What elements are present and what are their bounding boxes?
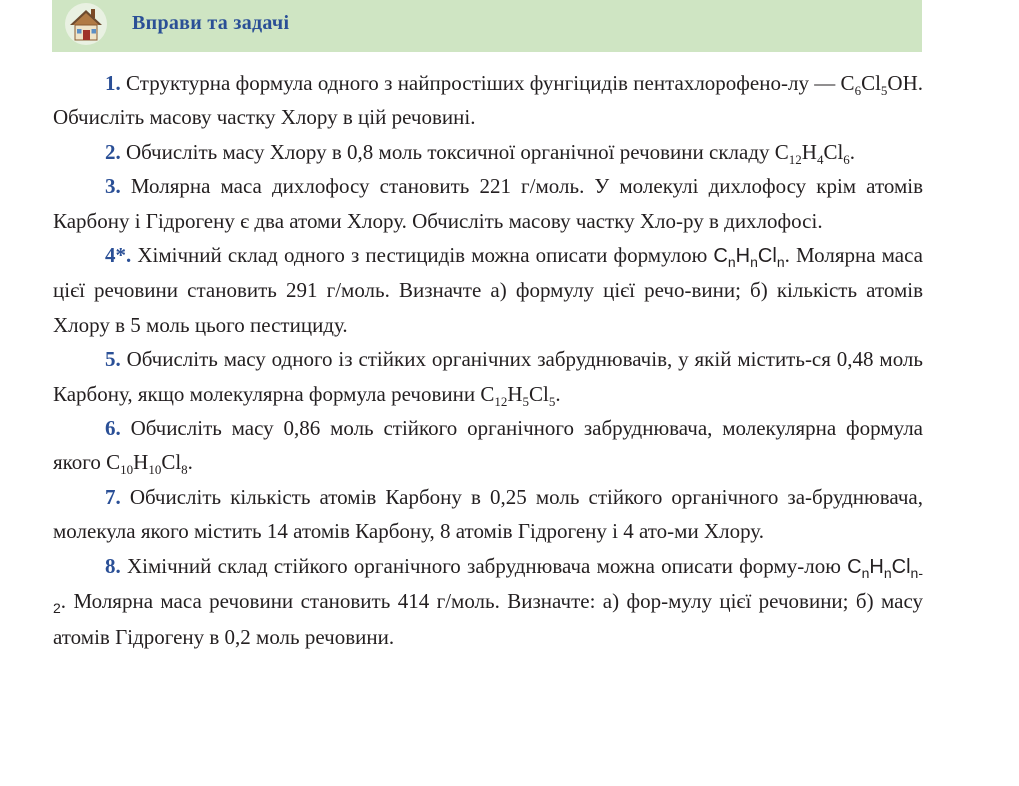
task-number: 7. [105,484,121,509]
task-number: 5. [105,347,121,372]
task-5: 5. Обчисліть масу одного із стійких органічних забруднювачів, у якій містить-ся 0,48 моль Карбону, якщо молекулярна формула речовини $C_{12}H_5Cl_5$. [53,347,923,409]
task-number: 3. [105,174,121,199]
task-7: 7. Обчисліть кількість атомів Карбону в 0,25 моль стійкого органічного за-бруднювача, молекула якого містить 14 атомів Карбону, 8 атомів Гідрогену і 4 ато-ми Хлору. [53,484,923,544]
task-list [53,66,923,654]
task-number: 4*. [105,243,132,268]
task-4: 4*. Хімічний склад одного з пестицидів можна описати формулою $C_nH_nCl_n$. Молярна маса цієї речовини становить 291 г/моль. Визначте а) формулу цієї речо-вини; б) кількість атомів Хлору в 5 моль цього пестициду. [53,243,923,337]
section-header [52,0,922,52]
task-8: 8. Хімічний склад стійкого органічного забруднювача можна описати форму-лою $C_nH_nCl_{n-2}$. Молярна маса речовини становить 414 г/моль. Визначте: а) фор-мулу цієї речовини; б) масу атомів Гідрогену в 0,2 моль речовини. [53,553,923,649]
task-number: 8. [105,553,121,578]
task-3: 3. Молярна маса дихлофосу становить 221 г/моль. У молекулі дихлофосу крім атомів Карбону і Гідрогену є два атоми Хлору. Обчисліть масову частку Хло-ру в дихлофосі. [53,174,923,233]
task-number: 2. [105,139,121,164]
task-6: 6. Обчисліть масу 0,86 моль стійкого органічного забруднювача, молекулярна формула якого $C_{10}H_{10}Cl_8$. [53,416,923,478]
task-number: 1. [105,71,121,95]
section-title: Вправи та задачі [132,12,290,34]
task-2: 2. Обчисліть масу Хлору в 0,8 моль токсичної органічної речовини складу $C_{12}H_4Cl_6$. [53,135,923,169]
task-1: 1. Структурна формула одного з найпростіших фунгіцидів пентахлорофено-лу — $C_6Cl_5OH$. Обчисліть масову частку Хлору в цій речовині. [53,71,923,130]
task-number: 6. [105,416,121,441]
home-icon [64,2,108,46]
